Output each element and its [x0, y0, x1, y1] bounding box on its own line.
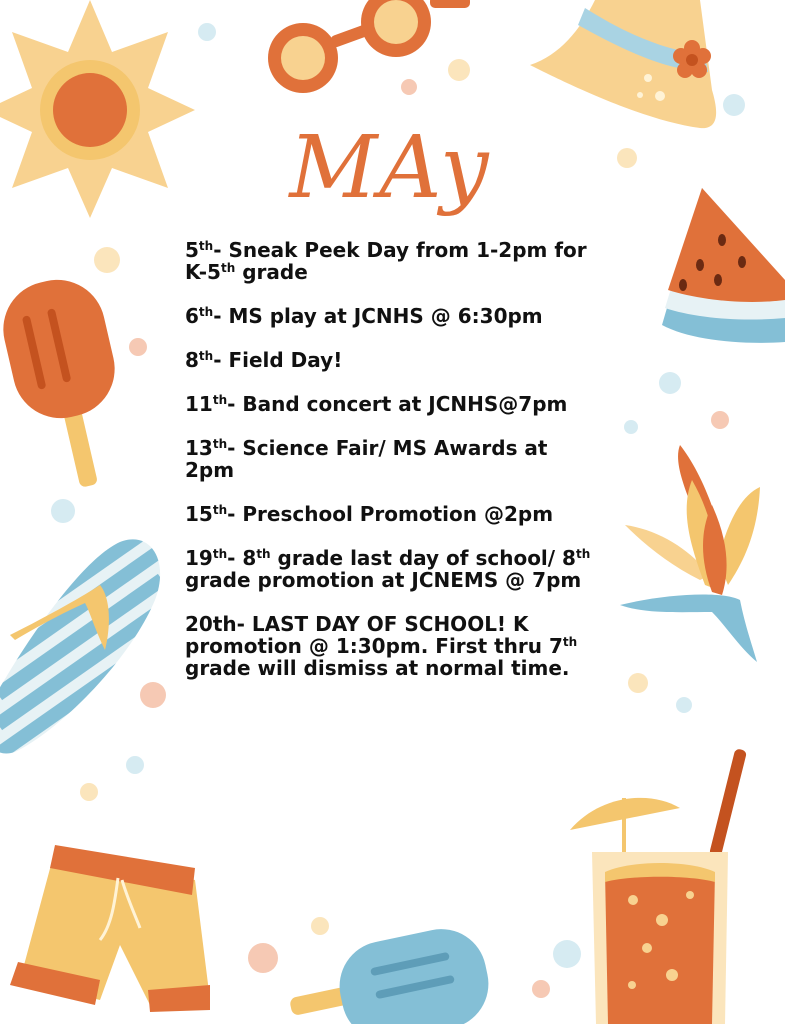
- event-item: 6th- MS play at JCNHS @ 6:30pm: [185, 304, 543, 328]
- shorts-icon: [10, 845, 210, 1012]
- event-item: 11th- Band concert at JCNHS@7pm: [185, 392, 568, 416]
- month-title: MAy: [289, 118, 491, 218]
- event-item: 8th- Field Day!: [185, 348, 343, 372]
- bird-of-paradise-icon: [620, 445, 760, 662]
- cocktail-icon: [570, 748, 747, 1024]
- sun-icon: [0, 0, 195, 218]
- event-item: 5th- Sneak Peek Day from 1-2pm for K-5th grade: [185, 238, 587, 284]
- blue-popsicle-icon: [289, 921, 497, 1024]
- event-item: 19th- 8th grade last day of school/ 8th grade promotion at JCNEMS @ 7pm: [185, 546, 591, 592]
- events-list: [185, 239, 600, 701]
- event-item: 15th- Preschool Promotion @2pm: [185, 502, 554, 526]
- sunglasses-icon: [268, 0, 470, 93]
- watermelon-icon: [662, 188, 785, 343]
- sun-hat-icon: [530, 0, 716, 128]
- popsicle-icon: [0, 270, 124, 488]
- event-item: 20th- LAST DAY OF SCHOOL! K promotion @ 1:30pm. First thru 7th grade will dismiss at normal time.: [185, 612, 578, 680]
- event-item: 13th- Science Fair/ MS Awards at 2pm: [185, 436, 548, 482]
